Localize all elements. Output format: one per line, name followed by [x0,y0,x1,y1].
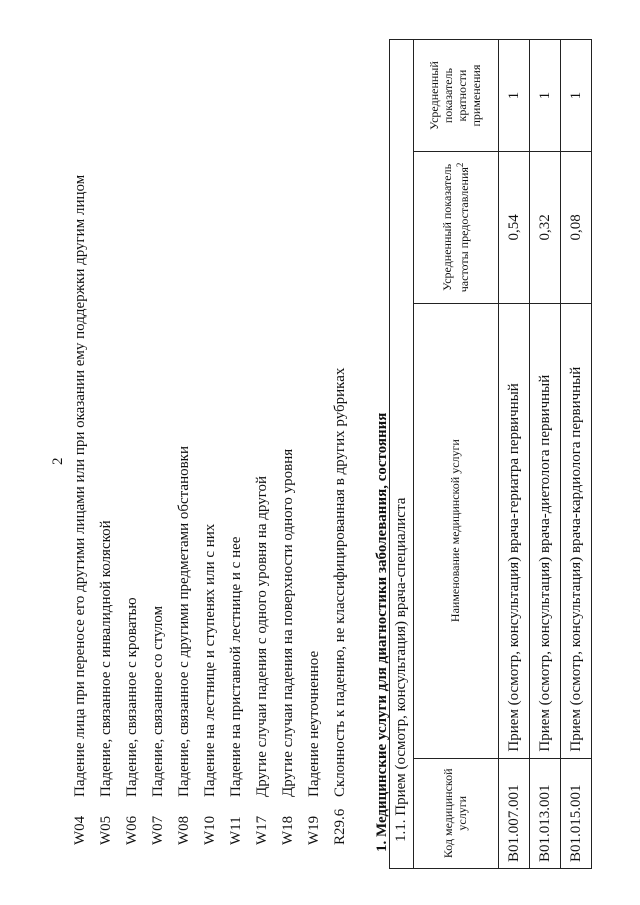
diagnosis-code: W17 [254,815,270,845]
code-list-item [166,175,192,845]
service-code: B01.015.001 [561,758,592,868]
header-frequency [414,152,499,303]
service-frequency: 0,32 [530,152,561,303]
service-code: B01.007.001 [499,758,530,868]
diagnosis-description: Падение, связанное с кроватью [124,597,140,797]
service-name: Прием (осмотр, консультация) врача-диетолога первичный [530,303,561,758]
table-row [530,40,561,869]
code-list-item [296,175,322,845]
diagnosis-description: Склонность к падению, не классифицированная в других рубриках [332,367,348,797]
diagnosis-code: W08 [176,815,192,845]
diagnosis-code: W06 [124,815,140,845]
code-list-item [114,175,140,845]
diagnosis-description: Падение неуточненное [306,650,322,797]
diagnosis-description: Падение на приставной лестнице и с нее [228,536,244,797]
table-row [499,40,530,869]
diagnosis-description: Падение на лестнице и ступенях или с них [202,523,218,797]
code-list-item [218,175,244,845]
table-row [561,40,592,869]
subsection-title: 1.1. Прием (осмотр, консультация) врача-специалиста [389,39,413,869]
section-title: 1. Медицинские услуги для диагностики заболевания, состояния [374,412,390,852]
header-multiplicity: Усредненный показатель кратности применения [414,40,499,152]
diagnosis-code: W05 [98,815,114,845]
code-list-item [88,175,114,845]
service-name: Прием (осмотр, консультация) врача-кардиолога первичный [561,303,592,758]
service-multiplicity: 1 [499,40,530,152]
diagnosis-code: W04 [72,815,88,845]
diagnosis-code: W19 [306,815,322,845]
footnote-marker: 2 [454,162,465,168]
diagnosis-code: W11 [228,816,244,845]
header-name: Наименование медицинской услуги [414,303,499,758]
diagnosis-description: Падение лица при переносе его другими лицами или при оказании ему поддержки другим лицом [72,174,88,797]
service-multiplicity: 1 [561,40,592,152]
table-header-row [414,40,499,869]
header-code: Код медицинской услуги [414,758,499,868]
code-list-item [244,175,270,845]
diagnosis-description: Падение, связанное с другими предметами обстановки [176,446,192,797]
service-name: Прием (осмотр, консультация) врача-гериатра первичный [499,303,530,758]
diagnosis-code-list [62,175,348,845]
code-list-item [62,175,88,845]
service-code: B01.013.001 [530,758,561,868]
code-list-item [192,175,218,845]
diagnosis-code: W07 [150,815,166,845]
service-frequency: 0,54 [499,152,530,303]
diagnosis-description: Другие случаи падения с одного уровня на другой [254,475,270,797]
diagnosis-description: Падение, связанное со стулом [150,605,166,797]
medical-services-table [413,39,592,869]
service-multiplicity: 1 [530,40,561,152]
diagnosis-code: R29.6 [332,808,348,845]
page-number: 2 [50,457,66,465]
diagnosis-code: W18 [280,815,296,845]
diagnosis-description: Падение, связанное с инвалидной коляской [98,520,114,797]
service-frequency: 0,08 [561,152,592,303]
code-list-item [270,175,296,845]
diagnosis-description: Другие случаи падения на поверхности одного уровня [280,448,296,797]
code-list-item [322,175,348,845]
header-frequency-text: Усредненный показатель частоты предоставления [439,163,471,293]
diagnosis-code: W10 [202,815,218,845]
code-list-item [140,175,166,845]
